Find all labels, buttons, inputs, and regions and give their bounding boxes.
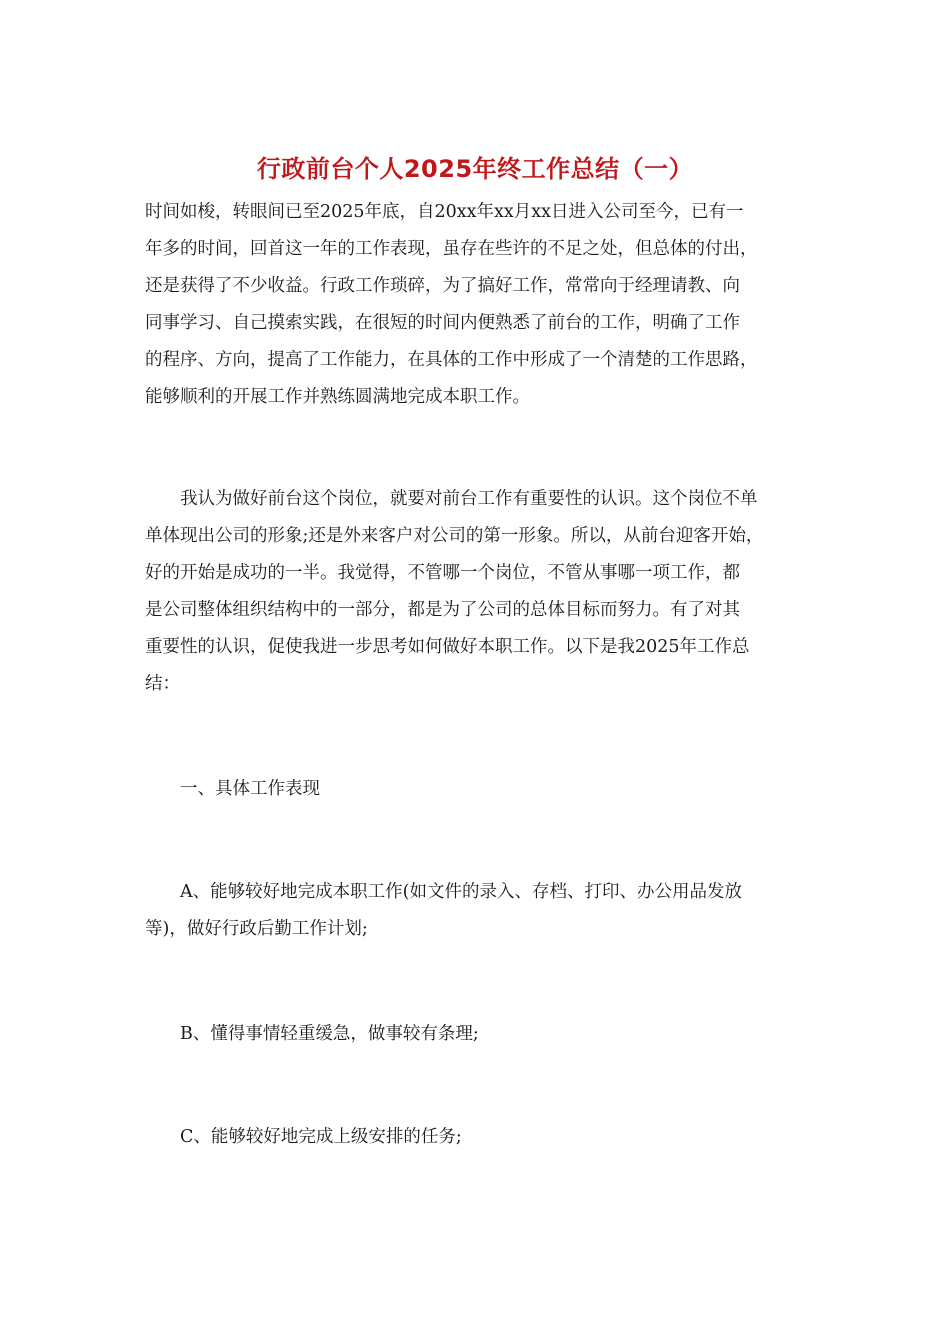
list-item-c [145, 1119, 825, 1156]
list-item-b [145, 1016, 825, 1053]
section-heading [145, 771, 825, 808]
text-line: 重要性的认识，促使我进一步思考如何做好本职工作。以下是我2025年工作总 [145, 637, 750, 657]
list-item-a [145, 874, 825, 948]
text-line: 单体现出公司的形象;还是外来客户对公司的第一形象。所以，从前台迎客开始， [145, 526, 764, 546]
document-title: 行政前台个人2025年终工作总结（一） [256, 155, 694, 183]
text-line: 结： [145, 674, 180, 694]
text-line: 我认为做好前台这个岗位，就要对前台工作有重要性的认识。这个岗位不单 [145, 489, 758, 509]
text-line: 同事学习、自己摸索实践，在很短的时间内便熟悉了前台的工作，明确了工作 [145, 313, 740, 333]
paragraph-role-importance [145, 481, 825, 703]
text-line: 的程序、方向，提高了工作能力，在具体的工作中形成了一个清楚的工作思路， [145, 350, 758, 370]
text-line: 好的开始是成功的一半。我觉得，不管哪一个岗位，不管从事哪一项工作，都 [145, 563, 740, 583]
text-line: C、能够较好地完成上级安排的任务; [145, 1127, 462, 1147]
text-line: 能够顺利的开展工作并熟练圆满地完成本职工作。 [145, 387, 530, 407]
text-line: B、懂得事情轻重缓急，做事较有条理; [145, 1024, 479, 1044]
text-line: 一、具体工作表现 [145, 779, 320, 799]
text-line: A、能够较好地完成本职工作(如文件的录入、存档、打印、办公用品发放 [145, 882, 742, 902]
text-line: 是公司整体组织结构中的一部分，都是为了公司的总体目标而努力。有了对其 [145, 600, 740, 620]
text-line: 等)，做好行政后勤工作计划; [145, 919, 368, 939]
text-line: 还是获得了不少收益。行政工作琐碎，为了搞好工作，常常向于经理请教、向 [145, 276, 740, 296]
text-line: 时间如梭，转眼间已至2025年底，自20xx年xx月xx日进入公司至今，已有一 [145, 202, 744, 222]
paragraph-intro [145, 194, 825, 416]
text-line: 年多的时间，回首这一年的工作表现，虽存在些许的不足之处，但总体的付出， [145, 239, 758, 259]
